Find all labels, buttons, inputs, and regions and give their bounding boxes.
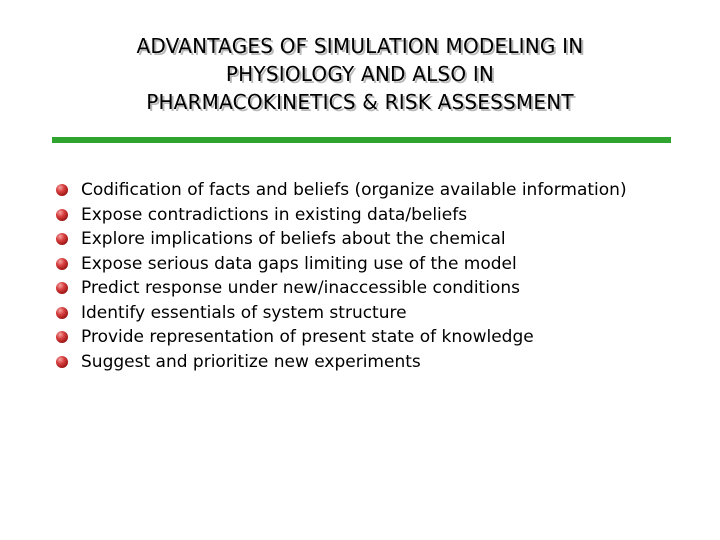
slide-title-line-1: ADVANTAGES OF SIMULATION MODELING IN: [136, 34, 584, 58]
bullet-text: Provide representation of present state of knowledge: [81, 327, 534, 347]
bullet-text: Explore implications of beliefs about the chemical: [81, 229, 506, 249]
bullet-text: Suggest and prioritize new experiments: [81, 351, 421, 372]
bullet-text: Identify essentials of system structure: [81, 302, 407, 323]
bullet-icon: [56, 209, 68, 221]
bullet-item: [56, 227, 656, 252]
bullet-icon: [56, 331, 68, 343]
bullet-text: Expose contradictions in existing data/beliefs: [81, 204, 468, 225]
bullet-item: [56, 350, 656, 375]
bullet-item: [56, 301, 656, 326]
bullet-item: [56, 203, 656, 228]
bullet-text: Codification of facts and beliefs (organize available information): [81, 180, 627, 200]
bullet-icon: [56, 282, 68, 294]
slide-title-line-2: PHYSIOLOGY AND ALSO IN: [225, 62, 495, 86]
bullet-icon: [56, 258, 68, 270]
bullet-item: [56, 325, 656, 350]
bullet-item: [56, 252, 656, 277]
bullet-item: [56, 178, 656, 203]
bullet-icon: [56, 356, 68, 368]
bullet-icon: [56, 184, 68, 196]
bullet-text: Expose serious data gaps limiting use of the model: [81, 253, 517, 274]
slide-title: [0, 32, 720, 116]
bullet-item: [56, 276, 656, 301]
bullet-list: [56, 178, 656, 374]
title-divider: [52, 137, 671, 143]
slide-title-line-3: PHARMACOKINETICS & RISK ASSESSMENT: [146, 90, 574, 114]
bullet-icon: [56, 233, 68, 245]
bullet-text: Predict response under new/inaccessible conditions: [81, 278, 520, 298]
bullet-icon: [56, 307, 68, 319]
